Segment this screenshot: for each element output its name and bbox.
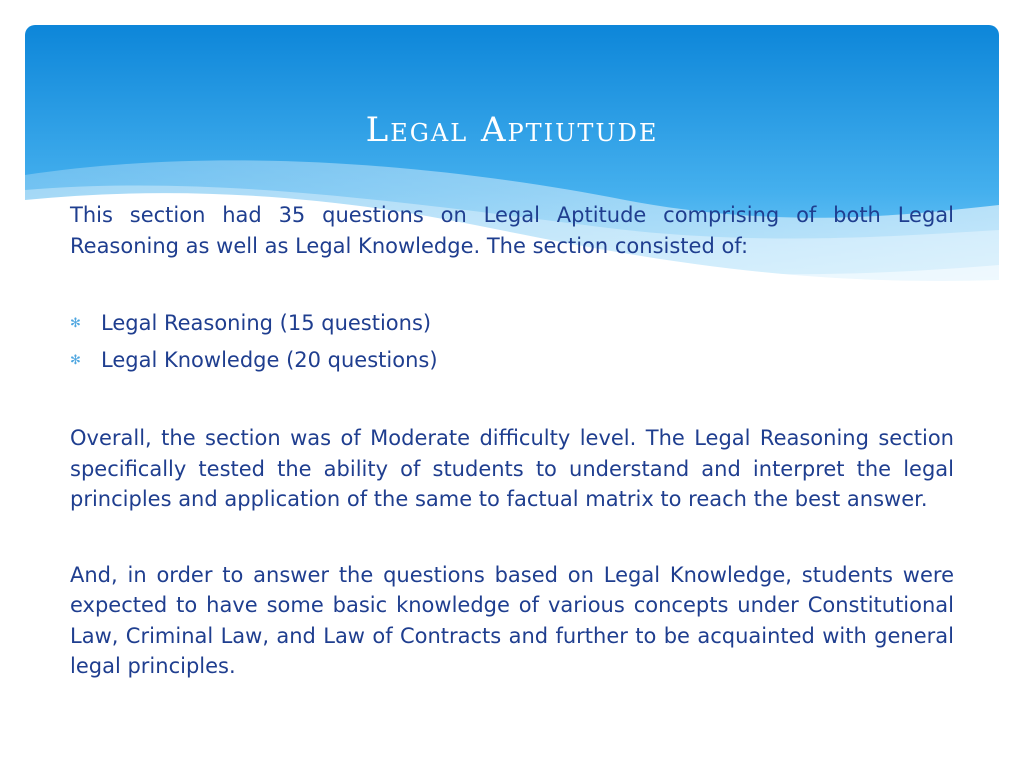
asterisk-bullet-icon: ✻ xyxy=(70,316,81,331)
slide-body xyxy=(70,200,954,682)
asterisk-bullet-icon: ✻ xyxy=(70,353,81,368)
bullet-text: Legal Knowledge (20 questions) xyxy=(101,348,438,372)
list-item xyxy=(70,305,954,342)
knowledge-paragraph: And, in order to answer the questions based on Legal Knowledge, students were expected to have some basic knowledge of various concepts under Constitutional Law, Criminal Law, and Law of Contracts and further to be acquainted with general legal principles. xyxy=(70,562,954,678)
difficulty-paragraph: Overall, the section was of Moderate difficulty level. The Legal Reasoning section specifically tested the ability of students to understand and interpret the legal principles and application of the same to factual matrix to reach the best answer. xyxy=(70,426,954,511)
bullet-text: Legal Reasoning (15 questions) xyxy=(101,311,432,335)
intro-paragraph: This section had 35 questions on Legal Aptitude comprising of both Legal Reasoning as well as Legal Knowledge. The section consisted of: xyxy=(70,203,954,258)
list-item xyxy=(70,342,954,379)
bullet-list xyxy=(70,305,954,379)
slide-title: Legal Aptiutude xyxy=(365,110,659,150)
